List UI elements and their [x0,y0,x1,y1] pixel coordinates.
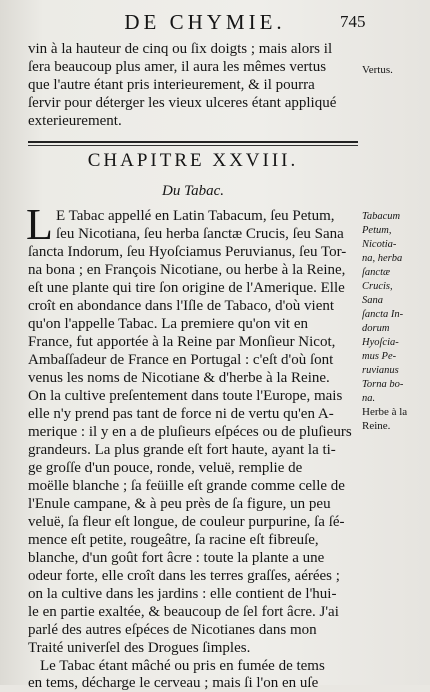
text-line: eſt une plante qui tire ſon origine de l'Amerique. Elle [28,280,345,296]
text-line: que l'autre étant pris interieurement, & il pourra [28,77,315,93]
text-line: Traité univerſel des Drogues ſimples. [28,640,251,656]
text-line: elle n'y prend pas tant de force ni de vertu qu'en A- [28,406,334,422]
running-head [0,10,430,36]
margin-note: Herbe à la [362,406,408,418]
text-line: veluë, ſa fleur eſt longue, de couleur purpurine, ſa ſé- [28,514,345,530]
text-line: moëlle blanche ; ſa feüille eſt grande comme celle de [28,478,345,494]
text-line: ſervir pour déterger les vieux ulceres étant appliqué [28,95,337,111]
text-line: France, fut apportée à la Reine par Monſieur Nicot, [28,334,336,350]
text-line: ſeu Nicotiana, ſeu herba ſanctæ Crucis, ſeu Sana [56,226,344,242]
chapter-title: CHAPITRE XXVIII. [87,150,299,171]
text-line: ſera beaucoup plus amer, il aura les mêmes vertus [28,59,327,75]
text-line: E Tabac appellé en Latin Tabacum, ſeu Petum, [56,208,335,224]
margin-note: Sana [362,295,383,306]
section-divider-thin [28,145,358,146]
margin-note: na. [362,393,376,404]
text-line: l'Enule campane, & à peu près de ſa figure, un peu [28,496,331,512]
text-line: na bona ; en François Nicotiane, ou herbe à la Reine, [28,262,346,278]
text-line: venus les noms de Nicotiane & d'herbe à la Reine. [28,370,330,386]
margin-note: ſancta In- [362,309,404,320]
margin-note: mus Pe- [362,351,397,362]
margin-note: ſanctæ [362,267,390,278]
text-line: odeur forte, elle croît dans les terres graſſes, aérées ; [28,568,340,584]
margin-note: na, herba [362,253,403,264]
text-line: Le Tabac étant mâché ou pris en fumée de tems [40,658,325,674]
text-line: grandeurs. La plus grande eſt fort haute, ayant la ti- [28,442,336,458]
margin-note: dorum [362,323,390,334]
margin-note: Hyoſcia- [362,337,399,348]
margin-note: ruvianus [362,365,399,376]
margin-note: Nicotia- [362,239,397,250]
running-title: DE CHYMIE. [124,10,286,34]
text-line: vin à la hauteur de cinq ou ſix doigts ; mais alors il [28,41,333,57]
text-line: croît en abondance dans l'Iſle de Tabaco, d'où vient [28,298,335,314]
text-line: exterieurement. [28,113,122,129]
text-line: blanche, d'un goût fort âcre : toute la plante a une [28,550,325,566]
text-line: mence eſt petite, rougeâtre, ſa racine eſt fibreuſe, [28,532,319,548]
chapter-subtitle: Du Tabac. [162,183,224,199]
text-line: On la cultive preſentement dans toute l'Europe, mais [28,388,343,404]
margin-note: Torna bo- [362,379,404,390]
text-line: Ambaſſadeur de France en Portugal : c'eſt d'où ſont [28,352,334,368]
text-line: qu'on l'appelle Tabac. La premiere qu'on vit en [28,316,309,332]
margin-note-vertus: Vertus. [362,64,393,76]
drop-cap: L [26,200,53,249]
text-line: on la cultive dans les jardins : elle contient de l'hui- [28,586,337,602]
margin-note: Crucis, [362,281,393,292]
margin-note: Reine. [362,420,391,432]
text-line: en tems, décharge le cerveau ; mais ſi l'on en uſe [28,675,319,691]
text-line: ſancta Indorum, ſeu Hyoſciamus Peruvianus, ſeu Tor- [28,244,347,260]
text-line: le en partie exaltée, & beaucoup de ſel fort âcre. J'ai [28,604,339,620]
page-number: 745 [340,12,366,31]
text-line: parlé des autres eſpéces de Nicotianes dans mon [28,622,317,638]
text-line: merique : il y en a de pluſieurs eſpéces ou de pluſieurs [28,424,352,440]
margin-note: Petum, [362,225,392,236]
margin-note: Tabacum [362,211,401,222]
section-divider [28,141,358,143]
text-line: ge groſſe d'un pouce, ronde, veluë, remplie de [28,460,303,476]
